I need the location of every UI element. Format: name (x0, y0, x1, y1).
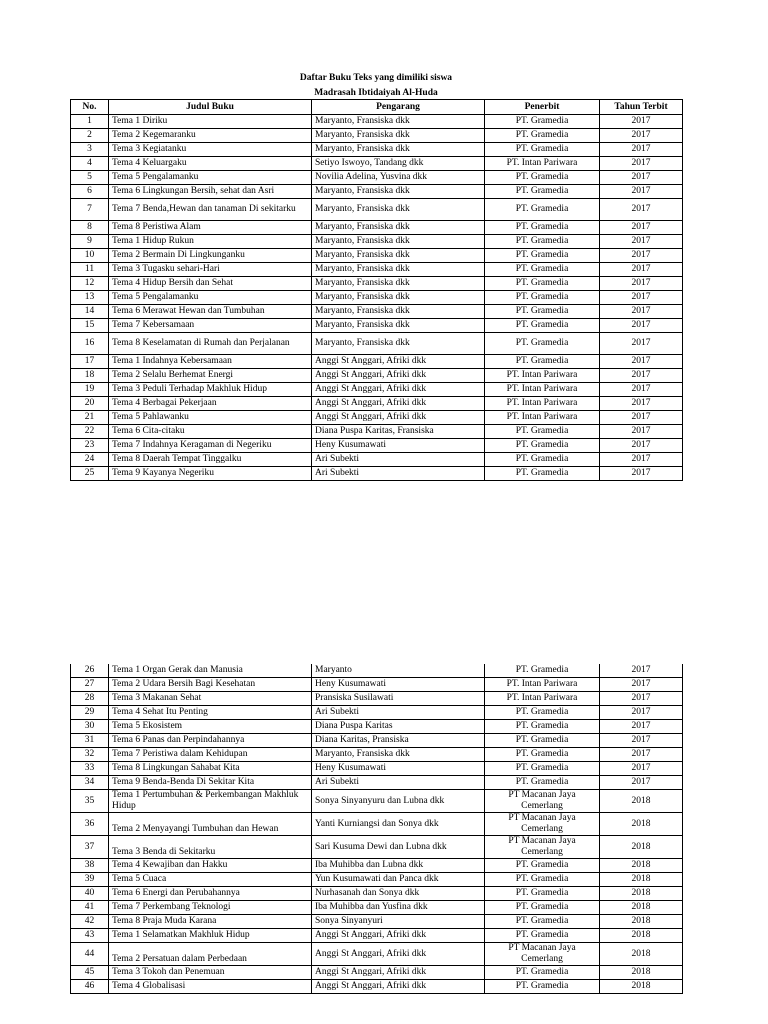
document-title: Daftar Buku Teks yang dimiliki siswa (299, 73, 453, 83)
row-number: 43 (71, 929, 109, 943)
book-title: Tema 5 Ekosistem (109, 720, 312, 734)
publication-year: 2017 (600, 397, 683, 411)
publication-year: 2017 (600, 291, 683, 305)
book-title: Tema 3 Benda di Sekitarku (109, 836, 312, 859)
book-title: Tema 3 Tugasku sehari-Hari (109, 263, 312, 277)
book-title: Tema 7 Indahnya Keragaman di Negeriku (109, 439, 312, 453)
publication-year: 2017 (600, 199, 683, 221)
row-number: 26 (71, 664, 109, 678)
book-publisher: PT. Gramedia (485, 887, 600, 901)
table-row (71, 291, 683, 305)
publication-year: 2017 (600, 319, 683, 333)
row-number: 46 (71, 980, 109, 994)
book-title: Tema 4 Sehat Itu Penting (109, 706, 312, 720)
publication-year: 2017 (600, 185, 683, 199)
table-row (71, 678, 683, 692)
book-title: Tema 1 Indahnya Kebersamaan (109, 355, 312, 369)
table-row (71, 425, 683, 439)
row-number: 31 (71, 734, 109, 748)
row-number: 7 (71, 199, 109, 221)
publication-year: 2018 (600, 943, 683, 966)
book-title: Tema 6 Energi dan Perubahannya (109, 887, 312, 901)
table-row (71, 453, 683, 467)
table-row (71, 263, 683, 277)
book-publisher: PT. Gramedia (485, 425, 600, 439)
book-author: Diana Puspa Karitas, Fransiska (312, 425, 485, 439)
publication-year: 2017 (600, 143, 683, 157)
book-publisher: PT. Gramedia (485, 305, 600, 319)
table-row (71, 333, 683, 355)
book-title: Tema 2 Udara Bersih Bagi Kesehatan (109, 678, 312, 692)
book-publisher: PT. Gramedia (485, 221, 600, 235)
book-author: Maryanto, Fransiska dkk (312, 199, 485, 221)
book-author: Maryanto, Fransiska dkk (312, 143, 485, 157)
publication-year: 2017 (600, 235, 683, 249)
book-author: Diana Karitas, Pransiska (312, 734, 485, 748)
book-publisher: PT Macanan Jaya Cemerlang (485, 836, 600, 859)
table-row (71, 859, 683, 873)
publication-year: 2018 (600, 813, 683, 836)
publication-year: 2017 (600, 171, 683, 185)
publication-year: 2017 (600, 277, 683, 291)
table-row (71, 915, 683, 929)
book-author: Maryanto, Fransiska dkk (312, 235, 485, 249)
book-publisher: PT Macanan Jaya Cemerlang (485, 813, 600, 836)
row-number: 35 (71, 790, 109, 813)
book-publisher: PT. Gramedia (485, 915, 600, 929)
book-author: Anggi St Anggari, Afriki dkk (312, 397, 485, 411)
book-publisher: PT. Gramedia (485, 734, 600, 748)
book-publisher: PT. Gramedia (485, 706, 600, 720)
table-row (71, 157, 683, 171)
book-publisher: PT. Intan Pariwara (485, 383, 600, 397)
table-header-row (71, 100, 683, 115)
book-publisher: PT. Intan Pariwara (485, 157, 600, 171)
row-number: 16 (71, 333, 109, 355)
row-number: 41 (71, 901, 109, 915)
book-author: Iba Muhibba dan Yusfina dkk (312, 901, 485, 915)
publication-year: 2017 (600, 678, 683, 692)
book-author: Anggi St Anggari, Afriki dkk (312, 929, 485, 943)
table-row (71, 813, 683, 836)
book-publisher: PT. Gramedia (485, 453, 600, 467)
publication-year: 2017 (600, 411, 683, 425)
book-publisher: PT. Gramedia (485, 980, 600, 994)
row-number: 5 (71, 171, 109, 185)
book-author: Sonya Sinyanyuri (312, 915, 485, 929)
book-title: Tema 6 Merawat Hewan dan Tumbuhan (109, 305, 312, 319)
row-number: 13 (71, 291, 109, 305)
publication-year: 2018 (600, 966, 683, 980)
row-number: 4 (71, 157, 109, 171)
book-title: Tema 2 Kegemaranku (109, 129, 312, 143)
row-number: 11 (71, 263, 109, 277)
book-publisher: PT. Intan Pariwara (485, 397, 600, 411)
book-title: Tema 6 Panas dan Perpindahannya (109, 734, 312, 748)
book-author: Anggi St Anggari, Afriki dkk (312, 369, 485, 383)
row-number: 28 (71, 692, 109, 706)
book-author: Maryanto (312, 664, 485, 678)
publication-year: 2017 (600, 129, 683, 143)
book-publisher: PT. Intan Pariwara (485, 369, 600, 383)
row-number: 34 (71, 776, 109, 790)
row-number: 10 (71, 249, 109, 263)
book-author: Pransiska Susilawati (312, 692, 485, 706)
book-publisher: PT Macanan Jaya Cemerlang (485, 790, 600, 813)
header-judul-buku: Judul Buku (109, 100, 312, 115)
publication-year: 2017 (600, 664, 683, 678)
book-title: Tema 7 Benda,Hewan dan tanaman Di sekitarku (109, 199, 312, 221)
row-number: 22 (71, 425, 109, 439)
book-author: Maryanto, Fransiska dkk (312, 263, 485, 277)
book-author: Ari Subekti (312, 467, 485, 481)
book-author: Yanti Kurniangsi dan Sonya dkk (312, 813, 485, 836)
book-title: Tema 1 Organ Gerak dan Manusia (109, 664, 312, 678)
book-title: Tema 4 Berbagai Pekerjaan (109, 397, 312, 411)
book-author: Maryanto, Fransiska dkk (312, 277, 485, 291)
book-title: Tema 1 Hidup Rukun (109, 235, 312, 249)
row-number: 40 (71, 887, 109, 901)
book-publisher: PT. Gramedia (485, 185, 600, 199)
book-publisher: PT. Gramedia (485, 291, 600, 305)
book-title: Tema 8 Praja Muda Karana (109, 915, 312, 929)
row-number: 19 (71, 383, 109, 397)
book-author: Diana Puspa Karitas (312, 720, 485, 734)
row-number: 20 (71, 397, 109, 411)
row-number: 37 (71, 836, 109, 859)
table-row (71, 383, 683, 397)
row-number: 39 (71, 873, 109, 887)
row-number: 8 (71, 221, 109, 235)
table-row (71, 901, 683, 915)
table-row (71, 734, 683, 748)
book-author: Anggi St Anggari, Afriki dkk (312, 411, 485, 425)
book-title: Tema 9 Benda-Benda Di Sekitar Kita (109, 776, 312, 790)
book-publisher: PT. Gramedia (485, 129, 600, 143)
book-title: Tema 3 Peduli Terhadap Makhluk Hidup (109, 383, 312, 397)
header-pengarang: Pengarang (312, 100, 485, 115)
publication-year: 2017 (600, 157, 683, 171)
book-publisher: PT. Gramedia (485, 249, 600, 263)
row-number: 32 (71, 748, 109, 762)
publication-year: 2017 (600, 333, 683, 355)
book-publisher: PT. Gramedia (485, 319, 600, 333)
book-publisher: PT. Gramedia (485, 235, 600, 249)
publication-year: 2017 (600, 115, 683, 129)
row-number: 33 (71, 762, 109, 776)
book-title: Tema 7 Perkembang Teknologi (109, 901, 312, 915)
book-title: Tema 8 Keselamatan di Rumah dan Perjalanan (109, 333, 312, 355)
book-title: Tema 5 Pengalamanku (109, 291, 312, 305)
book-author: Ari Subekti (312, 453, 485, 467)
book-author: Maryanto, Fransiska dkk (312, 185, 485, 199)
publication-year: 2017 (600, 355, 683, 369)
book-title: Tema 2 Bermain Di Lingkunganku (109, 249, 312, 263)
row-number: 30 (71, 720, 109, 734)
table-row (71, 235, 683, 249)
book-author: Maryanto, Fransiska dkk (312, 333, 485, 355)
book-publisher: PT. Gramedia (485, 776, 600, 790)
row-number: 23 (71, 439, 109, 453)
book-author: Anggi St Anggari, Afriki dkk (312, 355, 485, 369)
table-row (71, 129, 683, 143)
table-row (71, 762, 683, 776)
publication-year: 2018 (600, 836, 683, 859)
table-row (71, 143, 683, 157)
table-row (71, 411, 683, 425)
book-author: Nurhasanah dan Sonya dkk (312, 887, 485, 901)
table-row (71, 836, 683, 859)
publication-year: 2017 (600, 467, 683, 481)
publication-year: 2017 (600, 249, 683, 263)
book-title: Tema 8 Lingkungan Sahabat Kita (109, 762, 312, 776)
table-row (71, 305, 683, 319)
publication-year: 2018 (600, 915, 683, 929)
publication-year: 2017 (600, 263, 683, 277)
book-author: Maryanto, Fransiska dkk (312, 291, 485, 305)
book-author: Sari Kusuma Dewi dan Lubna dkk (312, 836, 485, 859)
header-tahun-terbit: Tahun Terbit (600, 100, 683, 115)
publication-year: 2017 (600, 776, 683, 790)
table-row (71, 790, 683, 813)
publication-year: 2018 (600, 980, 683, 994)
book-publisher: PT. Gramedia (485, 873, 600, 887)
book-author: Maryanto, Fransiska dkk (312, 129, 485, 143)
book-title: Tema 5 Pahlawanku (109, 411, 312, 425)
book-title: Tema 3 Kegiatanku (109, 143, 312, 157)
book-title: Tema 1 Pertumbuhan & Perkembangan Makhluk Hidup (109, 790, 312, 813)
table-row (71, 929, 683, 943)
book-publisher: PT. Gramedia (485, 333, 600, 355)
row-number: 38 (71, 859, 109, 873)
book-author: Maryanto, Fransiska dkk (312, 319, 485, 333)
table-row (71, 873, 683, 887)
table-row (71, 692, 683, 706)
book-title: Tema 4 Globalisasi (109, 980, 312, 994)
header-no: No. (71, 100, 109, 115)
publication-year: 2017 (600, 439, 683, 453)
publication-year: 2017 (600, 762, 683, 776)
book-author: Maryanto, Fransiska dkk (312, 249, 485, 263)
row-number: 36 (71, 813, 109, 836)
header-penerbit: Penerbit (485, 100, 600, 115)
book-publisher: PT. Gramedia (485, 762, 600, 776)
table-row (71, 249, 683, 263)
book-publisher: PT. Gramedia (485, 901, 600, 915)
book-author: Maryanto, Fransiska dkk (312, 221, 485, 235)
table-row (71, 966, 683, 980)
table-row (71, 319, 683, 333)
book-title: Tema 9 Kayanya Negeriku (109, 467, 312, 481)
publication-year: 2018 (600, 873, 683, 887)
row-number: 9 (71, 235, 109, 249)
book-author: Heny Kusumawati (312, 762, 485, 776)
book-title: Tema 6 Cita-citaku (109, 425, 312, 439)
book-title: Tema 2 Menyayangi Tumbuhan dan Hewan (109, 813, 312, 836)
book-publisher: PT. Gramedia (485, 277, 600, 291)
book-title: Tema 3 Tokoh dan Penemuan (109, 966, 312, 980)
table-row (71, 887, 683, 901)
book-title: Tema 4 Keluargaku (109, 157, 312, 171)
publication-year: 2017 (600, 692, 683, 706)
school-name: Madrasah Ibtidaiyah Al-Huda (314, 88, 438, 98)
publication-year: 2017 (600, 748, 683, 762)
book-author: Anggi St Anggari, Afriki dkk (312, 943, 485, 966)
row-number: 17 (71, 355, 109, 369)
table-row (71, 467, 683, 481)
book-title: Tema 4 Hidup Bersih dan Sehat (109, 277, 312, 291)
publication-year: 2017 (600, 425, 683, 439)
book-author: Ari Subekti (312, 776, 485, 790)
book-title: Tema 8 Daerah Tempat Tinggalku (109, 453, 312, 467)
book-title: Tema 4 Kewajiban dan Hakku (109, 859, 312, 873)
book-title: Tema 5 Pengalamanku (109, 171, 312, 185)
book-publisher: PT. Gramedia (485, 748, 600, 762)
table-row (71, 185, 683, 199)
book-title: Tema 1 Selamatkan Makhluk Hidup (109, 929, 312, 943)
row-number: 18 (71, 369, 109, 383)
book-author: Anggi St Anggari, Afriki dkk (312, 966, 485, 980)
row-number: 21 (71, 411, 109, 425)
publication-year: 2017 (600, 720, 683, 734)
publication-year: 2017 (600, 453, 683, 467)
table-row (71, 720, 683, 734)
table-row (71, 439, 683, 453)
row-number: 29 (71, 706, 109, 720)
book-publisher: PT. Gramedia (485, 929, 600, 943)
publication-year: 2018 (600, 790, 683, 813)
book-author: Maryanto, Fransiska dkk (312, 748, 485, 762)
book-publisher: PT. Gramedia (485, 439, 600, 453)
book-title: Tema 1 Diriku (109, 115, 312, 129)
table-row (71, 706, 683, 720)
table-row (71, 748, 683, 762)
book-publisher: PT. Gramedia (485, 664, 600, 678)
publication-year: 2017 (600, 305, 683, 319)
table-row (71, 369, 683, 383)
publication-year: 2017 (600, 369, 683, 383)
publication-year: 2018 (600, 929, 683, 943)
table-row (71, 115, 683, 129)
table-row (71, 397, 683, 411)
book-publisher: PT. Gramedia (485, 859, 600, 873)
book-publisher: PT. Intan Pariwara (485, 692, 600, 706)
book-author: Setiyo Iswoyo, Tandang dkk (312, 157, 485, 171)
publication-year: 2017 (600, 706, 683, 720)
row-number: 12 (71, 277, 109, 291)
table-row (71, 277, 683, 291)
row-number: 14 (71, 305, 109, 319)
row-number: 3 (71, 143, 109, 157)
book-publisher: PT. Gramedia (485, 199, 600, 221)
row-number: 1 (71, 115, 109, 129)
publication-year: 2017 (600, 734, 683, 748)
book-author: Ari Subekti (312, 706, 485, 720)
row-number: 2 (71, 129, 109, 143)
table-row (71, 199, 683, 221)
book-publisher: PT. Gramedia (485, 355, 600, 369)
publication-year: 2018 (600, 887, 683, 901)
row-number: 42 (71, 915, 109, 929)
table-row (71, 355, 683, 369)
table-row (71, 664, 683, 678)
publication-year: 2017 (600, 221, 683, 235)
book-title: Tema 3 Makanan Sehat (109, 692, 312, 706)
book-title: Tema 7 Kebersamaan (109, 319, 312, 333)
table-row (71, 776, 683, 790)
book-author: Maryanto, Fransiska dkk (312, 115, 485, 129)
book-title: Tema 7 Peristiwa dalam Kehidupan (109, 748, 312, 762)
book-author: Sonya Sinyanyuru dan Lubna dkk (312, 790, 485, 813)
table-row (71, 980, 683, 994)
book-author: Maryanto, Fransiska dkk (312, 305, 485, 319)
book-title: Tema 2 Persatuan dalam Perbedaan (109, 943, 312, 966)
book-author: Heny Kusumawati (312, 439, 485, 453)
book-author: Yun Kusumawati dan Panca dkk (312, 873, 485, 887)
table-row (71, 171, 683, 185)
book-publisher: PT. Gramedia (485, 966, 600, 980)
row-number: 45 (71, 966, 109, 980)
book-author: Novilia Adelina, Yusvina dkk (312, 171, 485, 185)
publication-year: 2018 (600, 859, 683, 873)
book-publisher: PT Macanan Jaya Cemerlang (485, 943, 600, 966)
row-number: 27 (71, 678, 109, 692)
row-number: 25 (71, 467, 109, 481)
row-number: 44 (71, 943, 109, 966)
publication-year: 2017 (600, 383, 683, 397)
book-publisher: PT. Gramedia (485, 263, 600, 277)
book-author: Anggi St Anggari, Afriki dkk (312, 383, 485, 397)
book-title: Tema 5 Cuaca (109, 873, 312, 887)
book-author: Iba Muhibba dan Lubna dkk (312, 859, 485, 873)
row-number: 15 (71, 319, 109, 333)
book-publisher: PT. Gramedia (485, 171, 600, 185)
book-publisher: PT. Gramedia (485, 467, 600, 481)
book-publisher: PT. Intan Pariwara (485, 678, 600, 692)
book-publisher: PT. Intan Pariwara (485, 411, 600, 425)
book-title: Tema 6 Lingkungan Bersih, sehat dan Asri (109, 185, 312, 199)
book-title: Tema 8 Peristiwa Alam (109, 221, 312, 235)
row-number: 6 (71, 185, 109, 199)
row-number: 24 (71, 453, 109, 467)
book-publisher: PT. Gramedia (485, 115, 600, 129)
book-table-1 (70, 99, 683, 481)
publication-year: 2018 (600, 901, 683, 915)
table-row (71, 221, 683, 235)
book-author: Anggi St Anggari, Afriki dkk (312, 980, 485, 994)
book-publisher: PT. Gramedia (485, 143, 600, 157)
table-row (71, 943, 683, 966)
book-title: Tema 2 Selalu Berhemat Energi (109, 369, 312, 383)
book-author: Heny Kusumawati (312, 678, 485, 692)
book-publisher: PT. Gramedia (485, 720, 600, 734)
book-table-2 (70, 664, 683, 994)
